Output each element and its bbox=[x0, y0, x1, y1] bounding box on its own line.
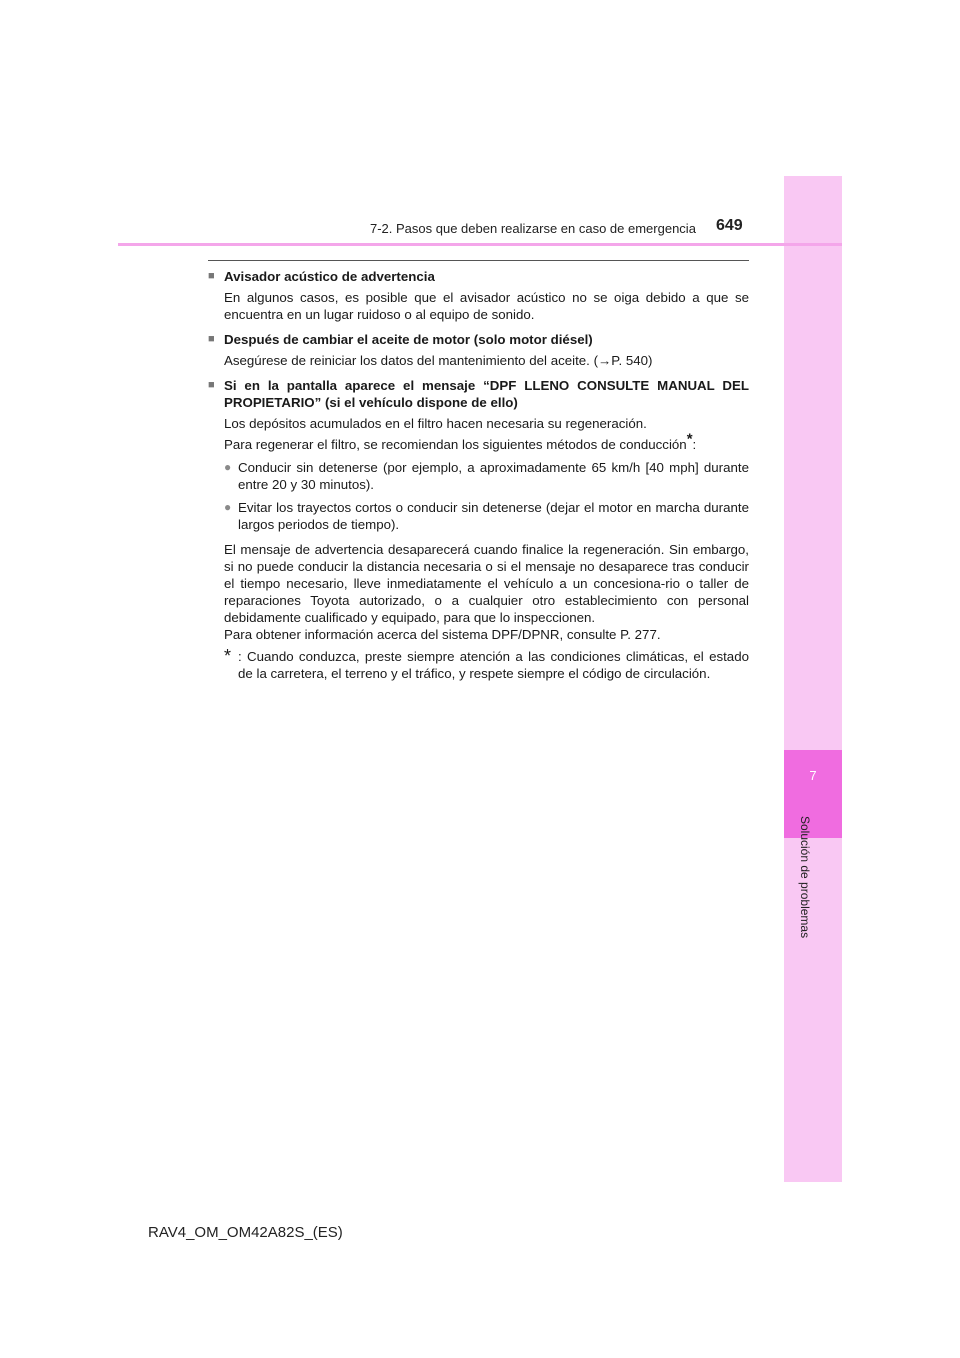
footnote bbox=[224, 648, 749, 682]
section-title-text: Después de cambiar el aceite de motor (solo motor diésel) bbox=[224, 332, 593, 347]
circle-bullet-icon: ● bbox=[224, 460, 232, 474]
list-item-text: Conducir sin detenerse (por ejemplo, a aproximadamente 65 km/h [40 mph] durante entre 20 y 30 minutos). bbox=[238, 460, 749, 492]
list-item bbox=[224, 459, 749, 493]
section-rule bbox=[208, 260, 749, 261]
square-bullet-icon: ■ bbox=[208, 379, 215, 391]
section-paragraph: Los depósitos acumulados en el filtro hacen necesaria su regeneración. bbox=[224, 416, 647, 431]
section-paragraph: El mensaje de advertencia desaparecerá cuando finalice la regeneración. Sin embargo, si no puede conducir la distancia necesaria o si el mensaje no desaparece tras conducir el tiempo necesario, lleve inmediatamente el vehículo a un concesiona-rio o taller de reparaciones Toyota autorizado, o a cualquier otro establecimiento con personal debidamente cualificado y equipado, para que lo inspeccionen. bbox=[224, 542, 749, 625]
section-paragraph: Asegúrese de reiniciar los datos del mantenimiento del aceite. (→P. 540) bbox=[224, 353, 653, 368]
circle-bullet-icon: ● bbox=[224, 500, 232, 514]
section-paragraph bbox=[224, 430, 749, 453]
square-bullet-icon: ■ bbox=[208, 270, 215, 282]
section-title-text: Si en la pantalla aparece el mensaje “DPF LLENO CONSULTE MANUAL DEL PROPIETARIO” (si el vehículo dispone de ello) bbox=[224, 378, 749, 410]
list-item-text: Evitar los trayectos cortos o conducir sin detenerse (dejar el motor en marcha durante largos periodos de tiempo). bbox=[238, 500, 749, 532]
footnote-text: : Cuando conduzca, preste siempre atención a las condiciones climáticas, el estado de la carretera, el terreno y el tráfico, y respete siempre el código de circulación. bbox=[238, 649, 749, 681]
section-paragraph: Para obtener información acerca del sistema DPF/DPNR, consulte P. 277. bbox=[224, 627, 661, 642]
section-title bbox=[208, 377, 749, 411]
header-line bbox=[118, 243, 842, 246]
footer-code: RAV4_OM_OM42A82S_(ES) bbox=[148, 1224, 343, 1241]
chapter-label: Solución de problemas bbox=[798, 816, 812, 939]
paragraph-end: : bbox=[692, 437, 697, 452]
footnote-star: * bbox=[224, 646, 232, 666]
footnote-mark: * bbox=[686, 430, 693, 448]
header-title: 7-2. Pasos que deben realizarse en caso de emergencia bbox=[370, 221, 696, 236]
page-content bbox=[208, 268, 749, 682]
section-title bbox=[208, 331, 749, 348]
list-item bbox=[224, 499, 749, 533]
section-title-text: Avisador acústico de advertencia bbox=[224, 269, 435, 284]
page-number: 649 bbox=[716, 217, 743, 234]
section-paragraph: En algunos casos, es posible que el avisador acústico no se oiga debido a que se encuentra en un lugar ruidoso o al equipo de sonido. bbox=[224, 290, 749, 322]
square-bullet-icon: ■ bbox=[208, 333, 215, 345]
chapter-number: 7 bbox=[809, 768, 817, 783]
side-tab bbox=[784, 176, 842, 1182]
paragraph-text: Para regenerar el filtro, se recomiendan los siguientes métodos de conducción bbox=[224, 437, 687, 452]
section-title bbox=[208, 268, 749, 285]
